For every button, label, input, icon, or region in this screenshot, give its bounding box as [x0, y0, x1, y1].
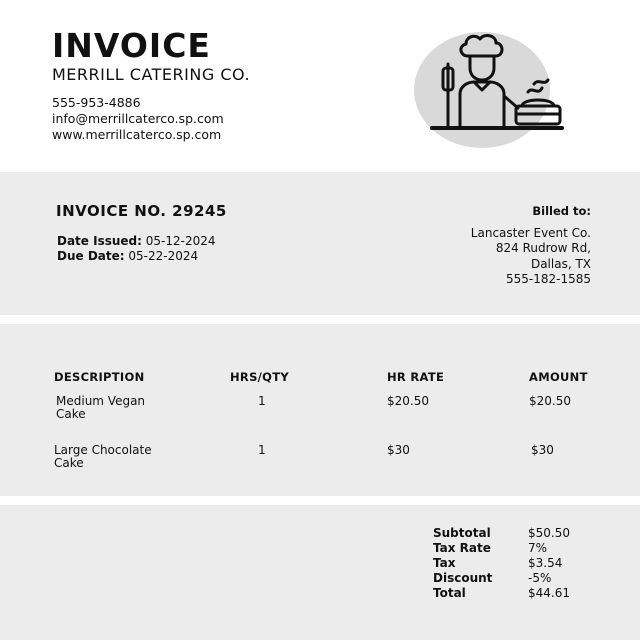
row-amount: $30	[531, 443, 554, 457]
totals-value: $44.61	[528, 586, 570, 600]
company-contact	[52, 95, 224, 143]
row-rate: $20.50	[387, 394, 429, 408]
column-header-amount: AMOUNT	[529, 370, 588, 384]
billed-to-label: Billed to:	[532, 204, 591, 218]
totals-block	[433, 526, 608, 601]
chef-baker-icon	[410, 26, 570, 154]
totals-row-discount	[433, 571, 608, 586]
row-description-line: Medium Vegan	[56, 394, 146, 408]
totals-row-subtotal	[433, 526, 608, 541]
due-date-label: Due Date:	[57, 249, 125, 263]
row-qty: 1	[258, 394, 266, 408]
invoice-number: INVOICE NO. 29245	[56, 202, 227, 220]
totals-row-tax	[433, 556, 608, 571]
date-issued-label: Date Issued:	[57, 234, 142, 248]
row-description	[56, 395, 145, 421]
row-description	[54, 444, 152, 470]
totals-value: $50.50	[528, 526, 570, 540]
company-name: MERRILL CATERING CO.	[52, 65, 251, 84]
row-description-line: Large Chocolate	[54, 443, 152, 457]
invoice-title: INVOICE	[52, 26, 211, 65]
totals-value: $3.54	[528, 556, 563, 570]
due-date-value: 05-22-2024	[128, 249, 199, 263]
company-email: info@merrillcaterco.sp.com	[52, 111, 224, 126]
billed-to-city: Dallas, TX	[530, 256, 591, 271]
row-rate: $30	[387, 443, 410, 457]
date-issued-row	[57, 234, 216, 249]
invoice-header	[0, 0, 640, 172]
billed-to-address: 824 Rudrow Rd,	[495, 241, 591, 255]
billed-to-block	[471, 204, 591, 288]
totals-label: Discount	[433, 571, 493, 585]
totals-label: Total	[433, 586, 466, 600]
date-issued-value: 05-12-2024	[145, 234, 216, 248]
row-qty: 1	[258, 443, 266, 457]
totals-value: -5%	[528, 571, 552, 585]
billed-to-phone: 555-182-1585	[505, 272, 591, 286]
row-description-line: Cake	[56, 407, 86, 421]
totals-value: 7%	[528, 541, 548, 555]
company-phone: 555-953-4886	[52, 95, 141, 110]
company-website: www.merrillcaterco.sp.com	[52, 127, 222, 142]
totals-label: Tax Rate	[433, 541, 491, 555]
due-date-row	[57, 249, 216, 264]
column-header-rate: HR RATE	[387, 370, 445, 384]
column-header-qty: HRS/QTY	[230, 370, 290, 384]
invoice-dates	[57, 234, 216, 264]
column-header-description: DESCRIPTION	[54, 370, 145, 384]
totals-row-tax-rate	[433, 541, 608, 556]
row-amount: $20.50	[529, 394, 571, 408]
totals-row-total	[433, 586, 608, 601]
row-description-line: Cake	[54, 456, 84, 470]
totals-label: Subtotal	[433, 526, 491, 540]
totals-label: Tax	[433, 556, 456, 570]
billed-to-name: Lancaster Event Co.	[470, 225, 591, 240]
